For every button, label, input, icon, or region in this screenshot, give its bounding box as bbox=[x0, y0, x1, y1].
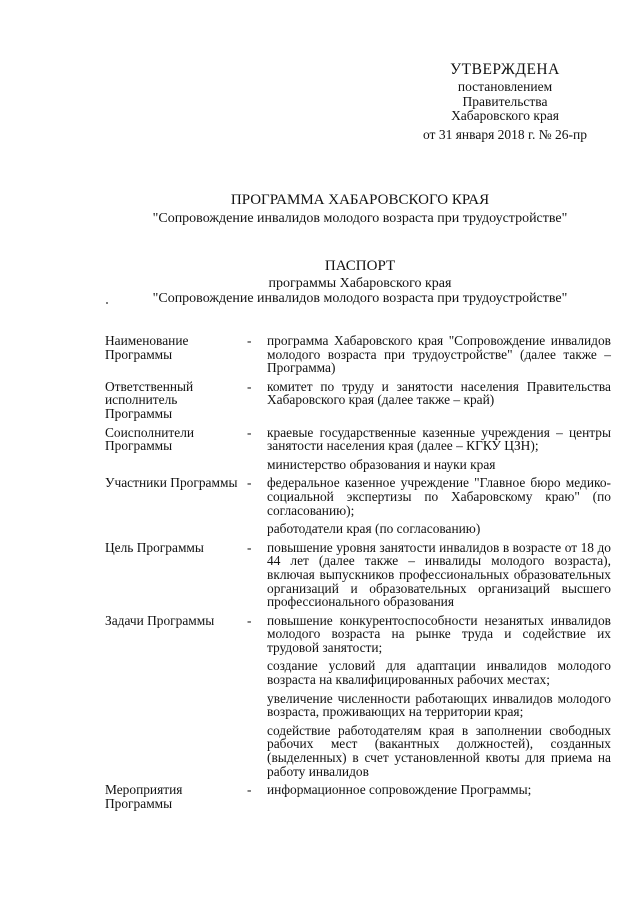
approval-line: постановлением bbox=[457, 79, 553, 94]
row-value: информационное сопровождение Программы; bbox=[267, 782, 532, 798]
row-value: федеральное казенное учреждение "Главное бюро медико-социальной экспертизы по Хабаровскому краю" (по согласованию); bbox=[267, 475, 611, 518]
program-title: ПРОГРАММА ХАБАРОВСКОГО КРАЯ bbox=[230, 192, 490, 208]
row-dash: - bbox=[247, 539, 252, 555]
passport-line: "Сопровождение инвалидов молодого возраста при трудоустройстве" bbox=[152, 291, 568, 306]
row-label: Соисполнители Программы bbox=[105, 424, 195, 454]
table-row bbox=[105, 380, 611, 421]
row-label: Ответственный исполнитель Программы bbox=[105, 378, 194, 421]
approval-date: от 31 января 2018 г. № 26-пр bbox=[422, 126, 588, 142]
row-value: программа Хабаровского края "Сопровождение инвалидов молодого возраста при трудоустройстве" (далее также – Программа) bbox=[267, 333, 611, 376]
row-dash: - bbox=[247, 612, 252, 628]
approval-title: УТВЕРЖДЕНА bbox=[450, 61, 560, 78]
table-row bbox=[105, 783, 611, 810]
row-dash: - bbox=[247, 475, 252, 491]
table-row bbox=[105, 541, 611, 609]
passport-heading: ПАСПОРТ bbox=[324, 258, 396, 274]
row-dash: - bbox=[247, 424, 252, 440]
row-label: Цель Программы bbox=[105, 539, 204, 555]
table-row bbox=[105, 334, 611, 375]
row-values bbox=[267, 426, 611, 472]
row-label: Наименование Программы bbox=[105, 333, 189, 362]
row-dash: - bbox=[247, 782, 252, 798]
row-value: комитет по труду и занятости населения Правительства Хабаровского края (далее также – край) bbox=[267, 378, 611, 408]
scan-speck bbox=[106, 302, 108, 304]
row-dash: - bbox=[247, 378, 252, 394]
row-label: Задачи Программы bbox=[105, 612, 215, 628]
row-value: повышение конкурентоспособности незанятых инвалидов молодого возраста на рынке труда и содействие их трудовой занятости; bbox=[267, 612, 611, 655]
table-row bbox=[105, 476, 611, 535]
approval-line: Хабаровского края bbox=[451, 108, 559, 123]
row-label: Участники Программы bbox=[105, 475, 238, 491]
passport-header-block bbox=[100, 256, 620, 306]
row-values bbox=[267, 476, 611, 535]
row-value: содействие работодателям края в заполнении свободных рабочих мест (вакантных должностей), созданных (выделенных) в счет установленной квоты для приема на работу инвалидов bbox=[267, 722, 611, 779]
passport-line: программы Хабаровского края bbox=[268, 276, 452, 291]
row-value: работодатели края (по согласованию) bbox=[267, 521, 481, 537]
row-values bbox=[267, 783, 611, 810]
row-values bbox=[267, 334, 611, 375]
row-value: увеличение численности работающих инвалидов молодого возраста, проживающих на территории края; bbox=[267, 690, 611, 720]
program-title-block bbox=[100, 190, 620, 228]
row-dash: - bbox=[247, 333, 252, 348]
program-subtitle: "Сопровождение инвалидов молодого возраста при трудоустройстве" bbox=[152, 211, 568, 226]
row-value: создание условий для адаптации инвалидов молодого возраста на квалифицированных рабочих местах; bbox=[267, 658, 611, 688]
row-value: краевые государственные казенные учреждения – центры занятости населения края (далее – КГКУ ЦЗН); bbox=[267, 424, 611, 454]
approval-line: Правительства bbox=[462, 93, 548, 109]
table-row bbox=[105, 426, 611, 472]
row-values bbox=[267, 614, 611, 779]
passport-table bbox=[105, 334, 611, 815]
approval-stamp-block bbox=[405, 60, 605, 142]
row-value: повышение уровня занятости инвалидов в возрасте от 18 до 44 лет (далее также – инвалиды молодого возраста), включая выпускников профессиональных образовательных организаций и образовательных организаций высшего профессионального образования bbox=[267, 539, 611, 610]
row-values bbox=[267, 380, 611, 421]
row-label: Мероприятия Программы bbox=[105, 782, 183, 811]
row-values bbox=[267, 541, 611, 609]
table-row bbox=[105, 614, 611, 779]
row-value: министерство образования и науки края bbox=[267, 456, 496, 472]
